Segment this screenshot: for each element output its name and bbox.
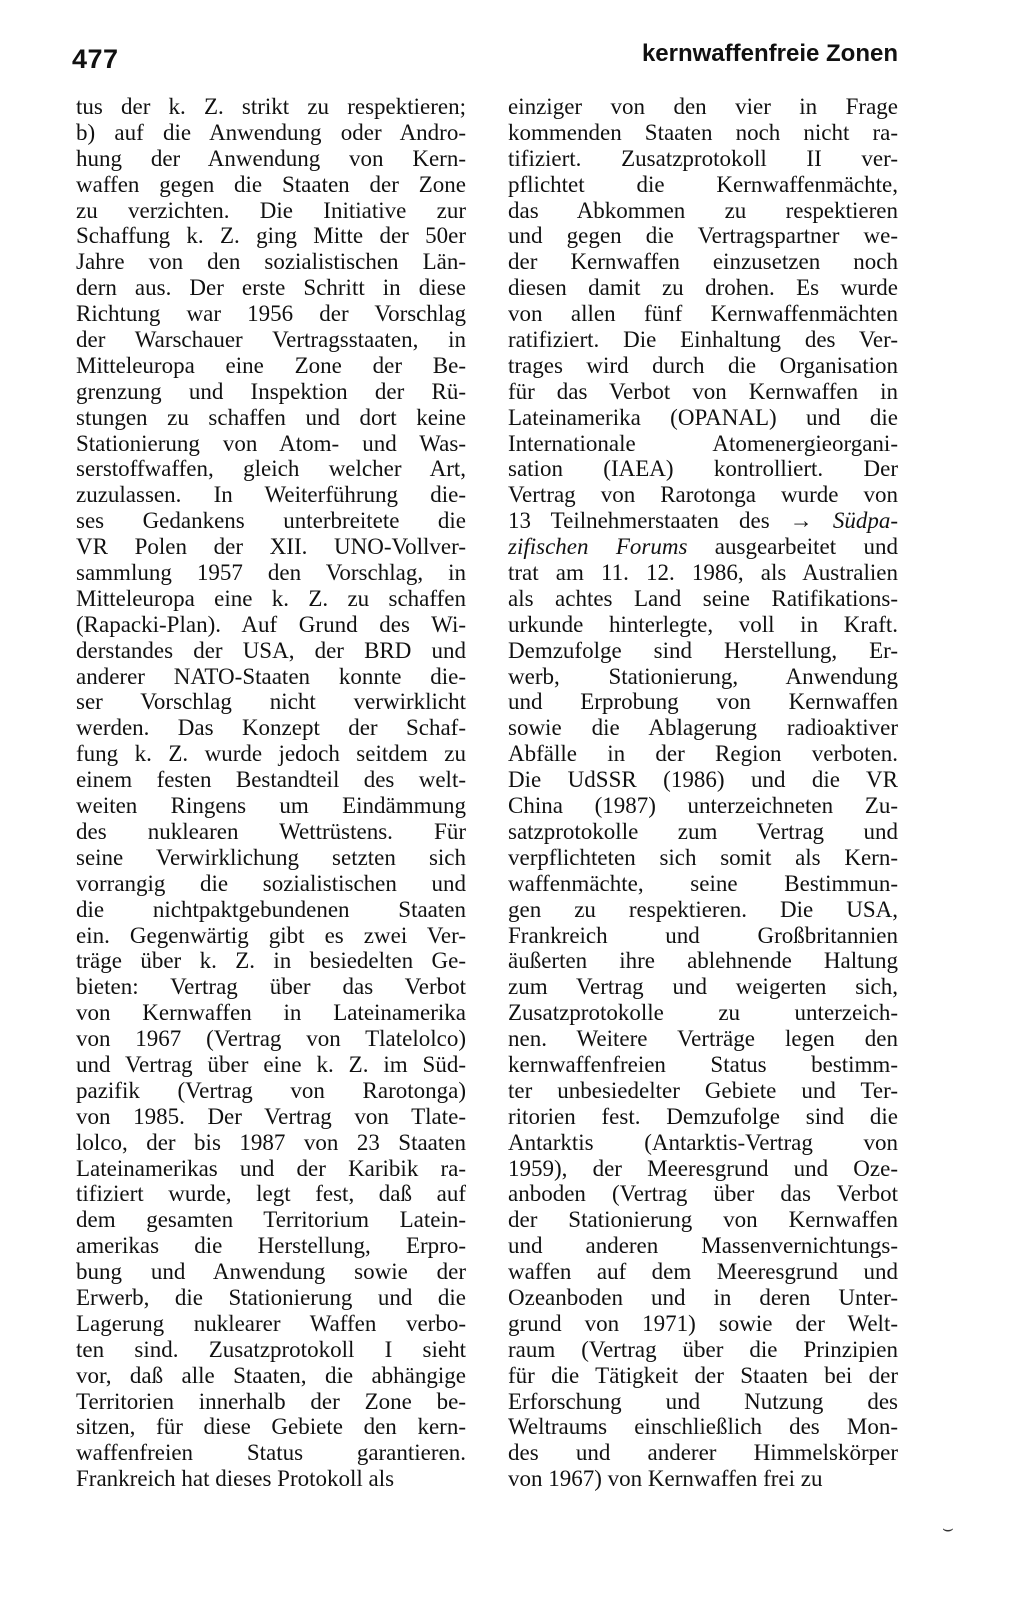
text-line: seine Verwirklichung setzten sich	[76, 844, 466, 870]
text-line: sammlung 1957 den Vorschlag, in	[76, 560, 466, 586]
text-line: Mitteleuropa eine Zone der Be-	[76, 352, 466, 378]
text-line: Richtung war 1956 der Vorschlag	[76, 301, 466, 327]
text-line: dern aus. Der erste Schritt in diese	[76, 275, 466, 301]
text-line: weiten Ringens um Eindämmung	[76, 793, 466, 819]
text-line: waffenmächte, seine Bestimmun-	[508, 870, 898, 896]
text-line: einziger von den vier in Frage	[508, 94, 898, 119]
text-line: raum (Vertrag über die Prinzipien	[508, 1336, 898, 1362]
text-line: Antarktis (Antarktis-Vertrag von	[508, 1129, 898, 1155]
text-line: nen. Weitere Verträge legen den	[508, 1026, 898, 1052]
text-line: kernwaffenfreien Status bestimm-	[508, 1051, 898, 1077]
text-line: b) auf die Anwendung oder Andro-	[76, 119, 466, 145]
text-line: zifischen Forums ausgearbeitet und	[508, 534, 898, 560]
text-line: der Stationierung von Kernwaffen	[508, 1207, 898, 1233]
text-line: äußerten ihre ablehnende Haltung	[508, 948, 898, 974]
text-line: ses Gedankens unterbreitete die	[76, 508, 466, 534]
text-line: waffen gegen die Staaten der Zone	[76, 171, 466, 197]
text-line: Schaffung k. Z. ging Mitte der 50er	[76, 223, 466, 249]
text-line: vorrangig die sozialistischen und	[76, 870, 466, 896]
text-line: pflichtet die Kernwaffenmächte,	[508, 171, 898, 197]
text-line: ten sind. Zusatzprotokoll I sieht	[76, 1336, 466, 1362]
text-line: ein. Gegenwärtig gibt es zwei Ver-	[76, 922, 466, 948]
text-line: des nuklearen Wettrüstens. Für	[76, 818, 466, 844]
text-line: sation (IAEA) kontrolliert. Der	[508, 456, 898, 482]
text-line: fung k. Z. wurde jedoch seitdem zu	[76, 741, 466, 767]
text-line: Stationierung von Atom- und Was-	[76, 430, 466, 456]
page-number: 477	[72, 44, 119, 74]
text-line: Die UdSSR (1986) und die VR	[508, 767, 898, 793]
text-line: werb, Stationierung, Anwendung	[508, 663, 898, 689]
text-line: Vertrag von Rarotonga wurde von	[508, 482, 898, 508]
text-line: Ozeanboden und in deren Unter-	[508, 1284, 898, 1310]
text-line: anboden (Vertrag über das Verbot	[508, 1181, 898, 1207]
text-line: VR Polen der XII. UNO-Vollver-	[76, 534, 466, 560]
text-line: von 1967) von Kernwaffen frei zu	[508, 1466, 823, 1492]
text-line: tifiziert. Zusatzprotokoll II ver-	[508, 145, 898, 171]
text-line: grund von 1971) sowie der Welt-	[508, 1310, 898, 1336]
text-line: ser Vorschlag nicht verwirklicht	[76, 689, 466, 715]
text-line: Frankreich und Großbritannien	[508, 922, 898, 948]
text-line: von Kernwaffen in Lateinamerika	[76, 1000, 466, 1026]
text-line: Lateinamerikas und der Karibik ra-	[76, 1155, 466, 1181]
margin-mark: ⌣	[942, 1518, 954, 1538]
text-line: waffenfreien Status garantieren.	[76, 1440, 466, 1466]
text-line: satzprotokolle zum Vertrag und	[508, 818, 898, 844]
text-line: bung und Anwendung sowie der	[76, 1259, 466, 1285]
text-line: zu verzichten. Die Initiative zur	[76, 197, 466, 223]
text-line: und gegen die Vertragspartner we-	[508, 223, 898, 249]
text-line: und Vertrag über eine k. Z. im Süd-	[76, 1051, 466, 1077]
text-line: stungen zu schaffen und dort keine	[76, 404, 466, 430]
text-line: der Kernwaffen einzusetzen noch	[508, 249, 898, 275]
text-line: hung der Anwendung von Kern-	[76, 145, 466, 171]
text-line: Zusatzprotokolle zu unterzeich-	[508, 1000, 898, 1026]
text-line: von 1967 (Vertrag von Tlatelolco)	[76, 1026, 466, 1052]
text-line: Internationale Atomenergieorgani-	[508, 430, 898, 456]
text-line: Lateinamerika (OPANAL) und die	[508, 404, 898, 430]
text-line: einem festen Bestandteil des welt-	[76, 767, 466, 793]
left-column	[76, 94, 466, 1492]
text-line: 1959), der Meeresgrund und Oze-	[508, 1155, 898, 1181]
text-line: zuzulassen. In Weiterführung die-	[76, 482, 466, 508]
text-line: trat am 11. 12. 1986, als Australien	[508, 560, 898, 586]
text-line: der Warschauer Vertragsstaaten, in	[76, 327, 466, 353]
text-line: von 1985. Der Vertrag von Tlate-	[76, 1103, 466, 1129]
text-line: pazifik (Vertrag von Rarotonga)	[76, 1077, 466, 1103]
text-line: urkunde hinterlegte, voll in Kraft.	[508, 611, 898, 637]
text-line: tifiziert wurde, legt fest, daß auf	[76, 1181, 466, 1207]
text-line: die nichtpaktgebundenen Staaten	[76, 896, 466, 922]
text-line: für die Tätigkeit der Staaten bei der	[508, 1362, 898, 1388]
text-line: und anderen Massenvernichtungs-	[508, 1233, 898, 1259]
text-line: (Rapacki-Plan). Auf Grund des Wi-	[76, 611, 466, 637]
text-line: dem gesamten Territorium Latein-	[76, 1207, 466, 1233]
text-line: grenzung und Inspektion der Rü-	[76, 378, 466, 404]
cross-reference-term[interactable]: zifischen Forums	[508, 534, 688, 560]
text-line: Erwerb, die Stationierung und die	[76, 1284, 466, 1310]
text-line: bieten: Vertrag über das Verbot	[76, 974, 466, 1000]
text-line: ritorien fest. Demzufolge sind die	[508, 1103, 898, 1129]
text-line: lolco, der bis 1987 von 23 Staaten	[76, 1129, 466, 1155]
text-line: tus der k. Z. strikt zu respektieren;	[76, 94, 466, 119]
text-line: serstoffwaffen, gleich welcher Art,	[76, 456, 466, 482]
text-line: ter unbesiedelter Gebiete und Ter-	[508, 1077, 898, 1103]
cross-reference-term[interactable]: Südpa-	[832, 508, 898, 534]
text-line: Territorien innerhalb der Zone be-	[76, 1388, 466, 1414]
text-line: sowie die Ablagerung radioaktiver	[508, 715, 898, 741]
text-line: vor, daß alle Staaten, die abhängige	[76, 1362, 466, 1388]
text-line: Demzufolge sind Herstellung, Er-	[508, 637, 898, 663]
text-line: verpflichteten sich somit als Kern-	[508, 844, 898, 870]
text-line: Abfälle in der Region verboten.	[508, 741, 898, 767]
text-line: amerikas die Herstellung, Erpro-	[76, 1233, 466, 1259]
text-line: trages wird durch die Organisation	[508, 352, 898, 378]
text-line: kommenden Staaten noch nicht ra-	[508, 119, 898, 145]
text-line: Lagerung nuklearer Waffen verbo-	[76, 1310, 466, 1336]
text-line: Frankreich hat dieses Protokoll als	[76, 1466, 395, 1492]
text-line: von allen fünf Kernwaffenmächten	[508, 301, 898, 327]
text-line: Erforschung und Nutzung des	[508, 1388, 898, 1414]
text-line: werden. Das Konzept der Schaf-	[76, 715, 466, 741]
text-line: diesen damit zu drohen. Es wurde	[508, 275, 898, 301]
text-line: zum Vertrag und weigerten sich,	[508, 974, 898, 1000]
text-line: anderer NATO-Staaten konnte die-	[76, 663, 466, 689]
running-head: kernwaffenfreie Zonen	[641, 40, 898, 67]
text-line: träge über k. Z. in besiedelten Ge-	[76, 948, 466, 974]
text-line: als achtes Land seine Ratifikations-	[508, 585, 898, 611]
text-line: gen zu respektieren. Die USA,	[508, 896, 898, 922]
text-line: das Abkommen zu respektieren	[508, 197, 898, 223]
text-line: derstandes der USA, der BRD und	[76, 637, 466, 663]
text-line: 13 Teilnehmerstaaten des → Südpa-	[508, 508, 898, 534]
text-line: für das Verbot von Kernwaffen in	[508, 378, 898, 404]
text-line: Mitteleuropa eine k. Z. zu schaffen	[76, 585, 466, 611]
text-line: China (1987) unterzeichneten Zu-	[508, 793, 898, 819]
text-line: waffen auf dem Meeresgrund und	[508, 1259, 898, 1285]
right-column	[508, 94, 898, 1492]
text-line: Jahre von den sozialistischen Län-	[76, 249, 466, 275]
text-line: ratifiziert. Die Einhaltung des Ver-	[508, 327, 898, 353]
text-line: Weltraums einschließlich des Mon-	[508, 1414, 898, 1440]
text-line: des und anderer Himmelskörper	[508, 1440, 898, 1466]
text-line: und Erprobung von Kernwaffen	[508, 689, 898, 715]
text-line: sitzen, für diese Gebiete den kern-	[76, 1414, 466, 1440]
